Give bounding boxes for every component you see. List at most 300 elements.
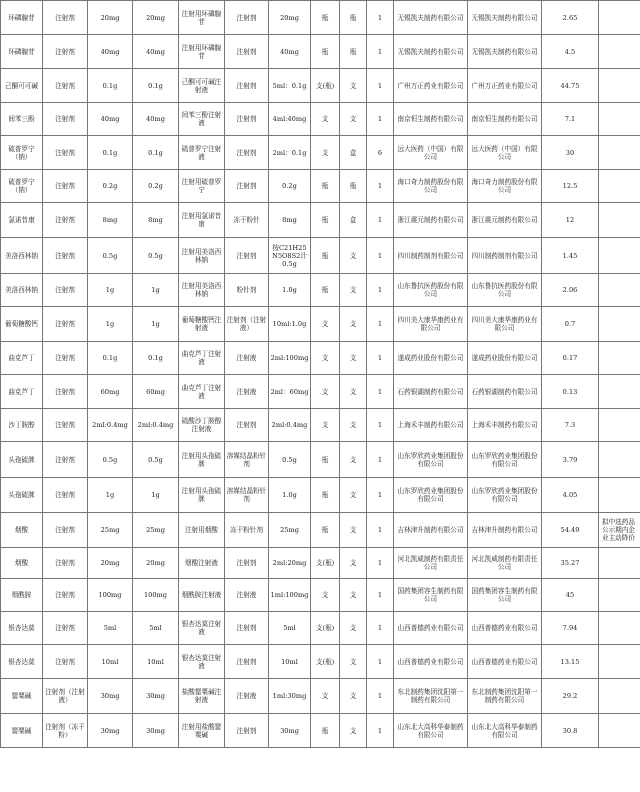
table-cell-col10: 6 <box>367 136 394 170</box>
table-cell-col4: 30mg <box>133 679 179 714</box>
table-cell-col14 <box>599 238 640 274</box>
table-cell-col11: 东北制药集团沈阳第一制药有限公司 <box>394 679 468 714</box>
table-cell-col6: 注射剂 <box>225 136 269 170</box>
table-cell-col4: 25mg <box>133 513 179 548</box>
table-cell-col10: 1 <box>367 409 394 442</box>
table-cell-col11: 四川美大康华康药业有限公司 <box>394 307 468 342</box>
table-cell-col8: 支 <box>311 375 340 409</box>
table-cell-col12: 国药集团容生制药有限公司 <box>468 579 542 612</box>
table-cell-col8: 瓶 <box>311 1 340 35</box>
table-cell-col4: 0.1g <box>133 342 179 375</box>
table-cell-col1: 环磷腺苷 <box>1 1 43 35</box>
table-cell-col3: 40mg <box>88 103 133 136</box>
table-cell-col12: 山东罗欣药业集团股份有限公司 <box>468 478 542 513</box>
table-cell-col6: 注射剂 <box>225 409 269 442</box>
table-cell-col11: 遂成药业股份有限公司 <box>394 342 468 375</box>
table-cell-col5: 盐酸罂粟碱注射液 <box>179 679 225 714</box>
table-cell-col10: 1 <box>367 1 394 35</box>
table-cell-col11: 无锡凯夫制药有限公司 <box>394 1 468 35</box>
table-cell-col7: 2ml:20mg <box>269 548 311 579</box>
table-cell-col3: 20mg <box>88 548 133 579</box>
table-cell-col7: 0.5g <box>269 442 311 478</box>
table-cell-col12: 石药银湖制药有限公司 <box>468 375 542 409</box>
table-cell-col14 <box>599 679 640 714</box>
table-cell-col11: 浙江震元制药有限公司 <box>394 203 468 238</box>
table-cell-col9: 支 <box>340 579 367 612</box>
table-cell-col1: 烟酸 <box>1 548 43 579</box>
table-cell-col14 <box>599 170 640 203</box>
table-cell-col5: 曲克芦丁注射液 <box>179 375 225 409</box>
table-cell-col2: 注射剂 <box>43 238 88 274</box>
table-cell-col6: 注射剂 <box>225 1 269 35</box>
table-cell-col14 <box>599 342 640 375</box>
table-cell-col7: 2ml:100mg <box>269 342 311 375</box>
table-cell-col11: 无锡凯夫制药有限公司 <box>394 35 468 69</box>
table-cell-col11: 河北凯威制药有限责任公司 <box>394 548 468 579</box>
table-cell-col10: 1 <box>367 679 394 714</box>
table-cell-col1: 头孢硫脒 <box>1 442 43 478</box>
table-cell-col12: 远大医药（中国）有限公司 <box>468 136 542 170</box>
table-cell-col9: 支 <box>340 478 367 513</box>
table-cell-col3: 0.1g <box>88 136 133 170</box>
table-cell-col11: 山西普德药业有限公司 <box>394 612 468 645</box>
table-cell-col9: 支 <box>340 409 367 442</box>
table-cell-col1: 美洛西林钠 <box>1 274 43 307</box>
table-cell-col5: 注射用头孢硫脒 <box>179 478 225 513</box>
table-cell-col6: 注射剂 <box>225 548 269 579</box>
table-cell-col2: 注射剂 <box>43 274 88 307</box>
table-cell-col7: 按C21H25N5O8S2计0.5g <box>269 238 311 274</box>
table-cell-col7: 1.0g <box>269 478 311 513</box>
table-cell-col2: 注射剂（注射液） <box>43 679 88 714</box>
table-cell-col8: 瓶 <box>311 170 340 203</box>
table-cell-col10: 1 <box>367 35 394 69</box>
table-cell-col7: 20mg <box>269 1 311 35</box>
table-cell-col9: 盒 <box>340 203 367 238</box>
table-cell-col14 <box>599 136 640 170</box>
table-cell-col7: 40mg <box>269 35 311 69</box>
table-cell-col3: 30mg <box>88 714 133 748</box>
table-cell-col1: 葡萄糖酸钙 <box>1 307 43 342</box>
table-cell-col5: 银杏达莫注射液 <box>179 645 225 679</box>
table-cell-col6: 注射剂 <box>225 238 269 274</box>
table-cell-col9: 支 <box>340 342 367 375</box>
table-cell-col12: 山东鲁抗医药股份有限公司 <box>468 274 542 307</box>
table-cell-col8: 支(瓶) <box>311 548 340 579</box>
table-cell-col3: 8mg <box>88 203 133 238</box>
table-cell-col10: 1 <box>367 170 394 203</box>
table-cell-col2: 注射剂 <box>43 307 88 342</box>
table-cell-col14 <box>599 103 640 136</box>
table-cell-col2: 注射剂 <box>43 69 88 103</box>
table-row <box>1 35 640 69</box>
table-cell-col14 <box>599 442 640 478</box>
table-cell-col9: 瓶 <box>340 170 367 203</box>
table-cell-col2: 注射剂 <box>43 136 88 170</box>
table-cell-col7: 1ml:30mg <box>269 679 311 714</box>
table-cell-col5: 注射用氯诺昔康 <box>179 203 225 238</box>
table-cell-col9: 支 <box>340 103 367 136</box>
table-cell-col3: 40mg <box>88 35 133 69</box>
table-cell-col13: 4.05 <box>542 478 599 513</box>
table-cell-col4: 0.1g <box>133 136 179 170</box>
table-cell-col12: 浙江震元制药有限公司 <box>468 203 542 238</box>
table-cell-col13: 3.79 <box>542 442 599 478</box>
table-row <box>1 478 640 513</box>
table-cell-col8: 支 <box>311 579 340 612</box>
table-cell-col13: 12.5 <box>542 170 599 203</box>
table-cell-col1: 环磷腺苷 <box>1 35 43 69</box>
table-cell-col1: 硫普罗宁（钠） <box>1 170 43 203</box>
table-cell-col6: 溶媒结晶粉针剂 <box>225 478 269 513</box>
table-row <box>1 409 640 442</box>
table-cell-col13: 0.17 <box>542 342 599 375</box>
table-cell-col12: 四川美大康华康药业有限公司 <box>468 307 542 342</box>
table-cell-col3: 10ml <box>88 645 133 679</box>
table-cell-col11: 山东北大高科华泰制药有限公司 <box>394 714 468 748</box>
table-cell-col8: 支(瓶) <box>311 612 340 645</box>
table-cell-col10: 1 <box>367 342 394 375</box>
table-cell-col13: 2.65 <box>542 1 599 35</box>
table-cell-col6: 注射剂 <box>225 170 269 203</box>
table-cell-col7: 10ml:1.0g <box>269 307 311 342</box>
table-cell-col8: 瓶 <box>311 442 340 478</box>
table-row <box>1 170 640 203</box>
table-cell-col11: 广州万正药业有限公司 <box>394 69 468 103</box>
table-cell-col12: 无锡凯夫制药有限公司 <box>468 1 542 35</box>
table-cell-col1: 曲克芦丁 <box>1 342 43 375</box>
table-cell-col9: 支 <box>340 714 367 748</box>
table-cell-col13: 30.8 <box>542 714 599 748</box>
table-cell-col9: 支 <box>340 645 367 679</box>
table-cell-col6: 粉针剂 <box>225 274 269 307</box>
table-cell-col10: 1 <box>367 307 394 342</box>
table-cell-col8: 瓶 <box>311 478 340 513</box>
table-cell-col13: 0.13 <box>542 375 599 409</box>
table-cell-col2: 注射剂 <box>43 203 88 238</box>
table-cell-col10: 1 <box>367 69 394 103</box>
table-cell-col14 <box>599 409 640 442</box>
table-cell-col8: 支(瓶) <box>311 645 340 679</box>
table-cell-col12: 无锡凯夫制药有限公司 <box>468 35 542 69</box>
table-cell-col9: 支 <box>340 442 367 478</box>
table-row <box>1 645 640 679</box>
table-cell-col12: 南京恒生制药有限公司 <box>468 103 542 136</box>
table-cell-col7: 5ml <box>269 612 311 645</box>
table-row <box>1 103 640 136</box>
table-cell-col2: 注射剂 <box>43 342 88 375</box>
table-cell-col8: 瓶 <box>311 274 340 307</box>
table-cell-col13: 30 <box>542 136 599 170</box>
table-cell-col12: 上海禾丰制药有限公司 <box>468 409 542 442</box>
table-cell-col10: 1 <box>367 103 394 136</box>
table-cell-col3: 0.1g <box>88 342 133 375</box>
table-cell-col9: 支 <box>340 679 367 714</box>
table-cell-col8: 瓶 <box>311 238 340 274</box>
table-cell-col9: 支 <box>340 69 367 103</box>
table-cell-col9: 支 <box>340 375 367 409</box>
table-row <box>1 274 640 307</box>
table-cell-col13: 35.27 <box>542 548 599 579</box>
table-cell-col14 <box>599 69 640 103</box>
table-cell-col2: 注射剂 <box>43 478 88 513</box>
table-cell-col4: 20mg <box>133 548 179 579</box>
table-cell-col5: 注射用美洛西林钠 <box>179 274 225 307</box>
table-cell-col12: 吉林津升制药有限公司 <box>468 513 542 548</box>
table-cell-col2: 注射剂 <box>43 442 88 478</box>
table-cell-col1: 己酮可可碱 <box>1 69 43 103</box>
table-cell-col6: 注射剂 <box>225 69 269 103</box>
table-cell-col8: 支 <box>311 409 340 442</box>
table-cell-col11: 石药银湖制药有限公司 <box>394 375 468 409</box>
table-cell-col11: 国药集团容生制药有限公司 <box>394 579 468 612</box>
table-cell-col3: 5ml <box>88 612 133 645</box>
table-cell-col5: 烟酰胺注射液 <box>179 579 225 612</box>
table-cell-col3: 1g <box>88 478 133 513</box>
table-cell-col7: 2ml：0.1g <box>269 136 311 170</box>
table-cell-col7: 5ml：0.1g <box>269 69 311 103</box>
table-cell-col14 <box>599 203 640 238</box>
table-cell-col14 <box>599 478 640 513</box>
table-cell-col8: 瓶 <box>311 35 340 69</box>
table-cell-col13: 2.06 <box>542 274 599 307</box>
table-cell-col3: 100mg <box>88 579 133 612</box>
table-cell-col6: 注射液 <box>225 375 269 409</box>
table-cell-col10: 1 <box>367 645 394 679</box>
table-cell-col9: 瓶 <box>340 35 367 69</box>
table-cell-col14 <box>599 307 640 342</box>
table-cell-col12: 河北凯威制药有限责任公司 <box>468 548 542 579</box>
table-cell-col8: 支 <box>311 136 340 170</box>
table-cell-col6: 注射液 <box>225 579 269 612</box>
table-cell-col4: 30mg <box>133 714 179 748</box>
table-cell-col7: 2ml:0.4mg <box>269 409 311 442</box>
table-cell-col14 <box>599 274 640 307</box>
table-cell-col5: 注射用烟酸 <box>179 513 225 548</box>
table-cell-col5: 注射用头孢硫脒 <box>179 442 225 478</box>
table-cell-col14: 拟中选药品公示期内企业主动降价 <box>599 513 640 548</box>
table-cell-col4: 1g <box>133 307 179 342</box>
table-cell-col5: 硫酸沙丁胺醇注射液 <box>179 409 225 442</box>
table-cell-col5: 注射用环磷腺苷 <box>179 35 225 69</box>
table-row <box>1 136 640 170</box>
table-cell-col14 <box>599 375 640 409</box>
table-cell-col13: 45 <box>542 579 599 612</box>
table-cell-col9: 支 <box>340 307 367 342</box>
table-cell-col10: 1 <box>367 203 394 238</box>
table-cell-col2: 注射剂 <box>43 409 88 442</box>
table-cell-col6: 注射液 <box>225 342 269 375</box>
table-cell-col1: 银杏达莫 <box>1 645 43 679</box>
table-cell-col3: 1g <box>88 274 133 307</box>
table-cell-col5: 注射用环磷腺苷 <box>179 1 225 35</box>
table-cell-col3: 1g <box>88 307 133 342</box>
table-cell-col8: 瓶 <box>311 714 340 748</box>
table-cell-col2: 注射剂 <box>43 170 88 203</box>
table-cell-col10: 1 <box>367 612 394 645</box>
table-cell-col3: 0.1g <box>88 69 133 103</box>
table-row <box>1 548 640 579</box>
table-cell-col12: 山东罗欣药业集团股份有限公司 <box>468 442 542 478</box>
table-cell-col2: 注射剂（冻干粉） <box>43 714 88 748</box>
table-cell-col11: 南京恒生制药有限公司 <box>394 103 468 136</box>
table-cell-col10: 1 <box>367 548 394 579</box>
table-cell-col12: 山西普德药业有限公司 <box>468 645 542 679</box>
table-cell-col5: 间苯三酚注射液 <box>179 103 225 136</box>
table-cell-col10: 1 <box>367 579 394 612</box>
table-cell-col8: 瓶 <box>311 513 340 548</box>
table-cell-col10: 1 <box>367 714 394 748</box>
table-cell-col13: 44.75 <box>542 69 599 103</box>
table-cell-col6: 注射剂 <box>225 35 269 69</box>
table-row <box>1 342 640 375</box>
table-cell-col11: 山东罗欣药业集团股份有限公司 <box>394 442 468 478</box>
table-cell-col8: 瓶 <box>311 203 340 238</box>
table-cell-col13: 54.49 <box>542 513 599 548</box>
table-cell-col6: 溶媒结晶粉针剂 <box>225 442 269 478</box>
table-cell-col7: 4ml:40mg <box>269 103 311 136</box>
table-row <box>1 513 640 548</box>
table-cell-col3: 0.5g <box>88 238 133 274</box>
table-cell-col1: 银杏达莫 <box>1 612 43 645</box>
table-cell-col5: 己酮可可碱注射液 <box>179 69 225 103</box>
table-cell-col13: 0.7 <box>542 307 599 342</box>
table-cell-col1: 氯诺昔康 <box>1 203 43 238</box>
table-cell-col12: 东北制药集团沈阳第一制药有限公司 <box>468 679 542 714</box>
table-cell-col11: 山东鲁抗医药股份有限公司 <box>394 274 468 307</box>
table-cell-col14 <box>599 35 640 69</box>
table-cell-col13: 7.1 <box>542 103 599 136</box>
table-cell-col2: 注射剂 <box>43 645 88 679</box>
table-cell-col3: 0.2g <box>88 170 133 203</box>
table-cell-col5: 烟酸注射液 <box>179 548 225 579</box>
table-cell-col3: 60mg <box>88 375 133 409</box>
table-cell-col8: 支 <box>311 307 340 342</box>
table-cell-col11: 四川制药制剂有限公司 <box>394 238 468 274</box>
table-cell-col12: 海口奇力制药股份有限公司 <box>468 170 542 203</box>
table-cell-col11: 山东罗欣药业集团股份有限公司 <box>394 478 468 513</box>
table-cell-col11: 海口奇力制药股份有限公司 <box>394 170 468 203</box>
table-row <box>1 375 640 409</box>
table-cell-col4: 100mg <box>133 579 179 612</box>
table-cell-col14 <box>599 579 640 612</box>
table-cell-col4: 60mg <box>133 375 179 409</box>
table-cell-col2: 注射剂 <box>43 513 88 548</box>
table-cell-col13: 1.45 <box>542 238 599 274</box>
table-cell-col12: 广州万正药业有限公司 <box>468 69 542 103</box>
table-cell-col13: 12 <box>542 203 599 238</box>
table-cell-col3: 0.5g <box>88 442 133 478</box>
table-cell-col4: 0.5g <box>133 238 179 274</box>
table-row <box>1 442 640 478</box>
table-cell-col4: 20mg <box>133 1 179 35</box>
table-cell-col8: 支 <box>311 679 340 714</box>
table-cell-col4: 40mg <box>133 35 179 69</box>
table-cell-col10: 1 <box>367 238 394 274</box>
table-cell-col8: 支 <box>311 342 340 375</box>
table-cell-col10: 1 <box>367 478 394 513</box>
table-cell-col5: 注射用硫普罗宁 <box>179 170 225 203</box>
table-cell-col4: 0.1g <box>133 69 179 103</box>
table-cell-col1: 美洛西林钠 <box>1 238 43 274</box>
table-row <box>1 307 640 342</box>
table-cell-col11: 远大医药（中国）有限公司 <box>394 136 468 170</box>
table-cell-col6: 注射剂 <box>225 645 269 679</box>
table-cell-col14 <box>599 1 640 35</box>
table-cell-col2: 注射剂 <box>43 612 88 645</box>
table-cell-col4: 0.5g <box>133 442 179 478</box>
table-cell-col7: 10ml <box>269 645 311 679</box>
table-cell-col3: 25mg <box>88 513 133 548</box>
table-cell-col7: 0.2g <box>269 170 311 203</box>
table-cell-col6: 冻干粉针剂 <box>225 513 269 548</box>
table-cell-col9: 支 <box>340 513 367 548</box>
table-cell-col4: 10ml <box>133 645 179 679</box>
table-cell-col12: 遂成药业股份有限公司 <box>468 342 542 375</box>
table-cell-col9: 盒 <box>340 136 367 170</box>
table-cell-col4: 2ml:0.4mg <box>133 409 179 442</box>
table-cell-col1: 曲克芦丁 <box>1 375 43 409</box>
table-cell-col9: 支 <box>340 548 367 579</box>
table-row <box>1 69 640 103</box>
table-cell-col1: 罂粟碱 <box>1 714 43 748</box>
table-cell-col10: 1 <box>367 375 394 409</box>
table-cell-col1: 罂粟碱 <box>1 679 43 714</box>
table-cell-col7: 2ml：60mg <box>269 375 311 409</box>
table-cell-col5: 注射用盐酸罂粟碱 <box>179 714 225 748</box>
table-cell-col10: 1 <box>367 442 394 478</box>
table-cell-col1: 烟酸 <box>1 513 43 548</box>
table-row <box>1 612 640 645</box>
table-cell-col2: 注射剂 <box>43 103 88 136</box>
table-cell-col7: 1.0g <box>269 274 311 307</box>
table-cell-col7: 8mg <box>269 203 311 238</box>
table-cell-col7: 30mg <box>269 714 311 748</box>
table-cell-col6: 注射剂（注射液） <box>225 307 269 342</box>
table-cell-col2: 注射剂 <box>43 375 88 409</box>
table-cell-col6: 注射剂 <box>225 714 269 748</box>
table-cell-col9: 支 <box>340 238 367 274</box>
table-cell-col9: 支 <box>340 612 367 645</box>
table-cell-col6: 注射剂 <box>225 612 269 645</box>
table-cell-col3: 2ml:0.4mg <box>88 409 133 442</box>
table-row <box>1 679 640 714</box>
table-cell-col13: 13.15 <box>542 645 599 679</box>
table-cell-col1: 头孢硫脒 <box>1 478 43 513</box>
table-cell-col2: 注射剂 <box>43 548 88 579</box>
table-cell-col9: 瓶 <box>340 1 367 35</box>
table-row <box>1 579 640 612</box>
table-cell-col9: 支 <box>340 274 367 307</box>
table-cell-col13: 29.2 <box>542 679 599 714</box>
table-cell-col5: 硫普罗宁注射液 <box>179 136 225 170</box>
table-row <box>1 238 640 274</box>
table-cell-col5: 银杏达莫注射液 <box>179 612 225 645</box>
table-cell-col11: 上海禾丰制药有限公司 <box>394 409 468 442</box>
table-cell-col4: 5ml <box>133 612 179 645</box>
table-cell-col1: 硫普罗宁（钠） <box>1 136 43 170</box>
table-cell-col3: 30mg <box>88 679 133 714</box>
table-cell-col5: 注射用美洛西林钠 <box>179 238 225 274</box>
table-cell-col2: 注射剂 <box>43 579 88 612</box>
table-cell-col3: 20mg <box>88 1 133 35</box>
table-cell-col12: 四川制药制剂有限公司 <box>468 238 542 274</box>
table-body <box>1 1 640 748</box>
table-cell-col7: 25mg <box>269 513 311 548</box>
table-cell-col14 <box>599 714 640 748</box>
table-cell-col10: 1 <box>367 274 394 307</box>
table-cell-col4: 1g <box>133 478 179 513</box>
